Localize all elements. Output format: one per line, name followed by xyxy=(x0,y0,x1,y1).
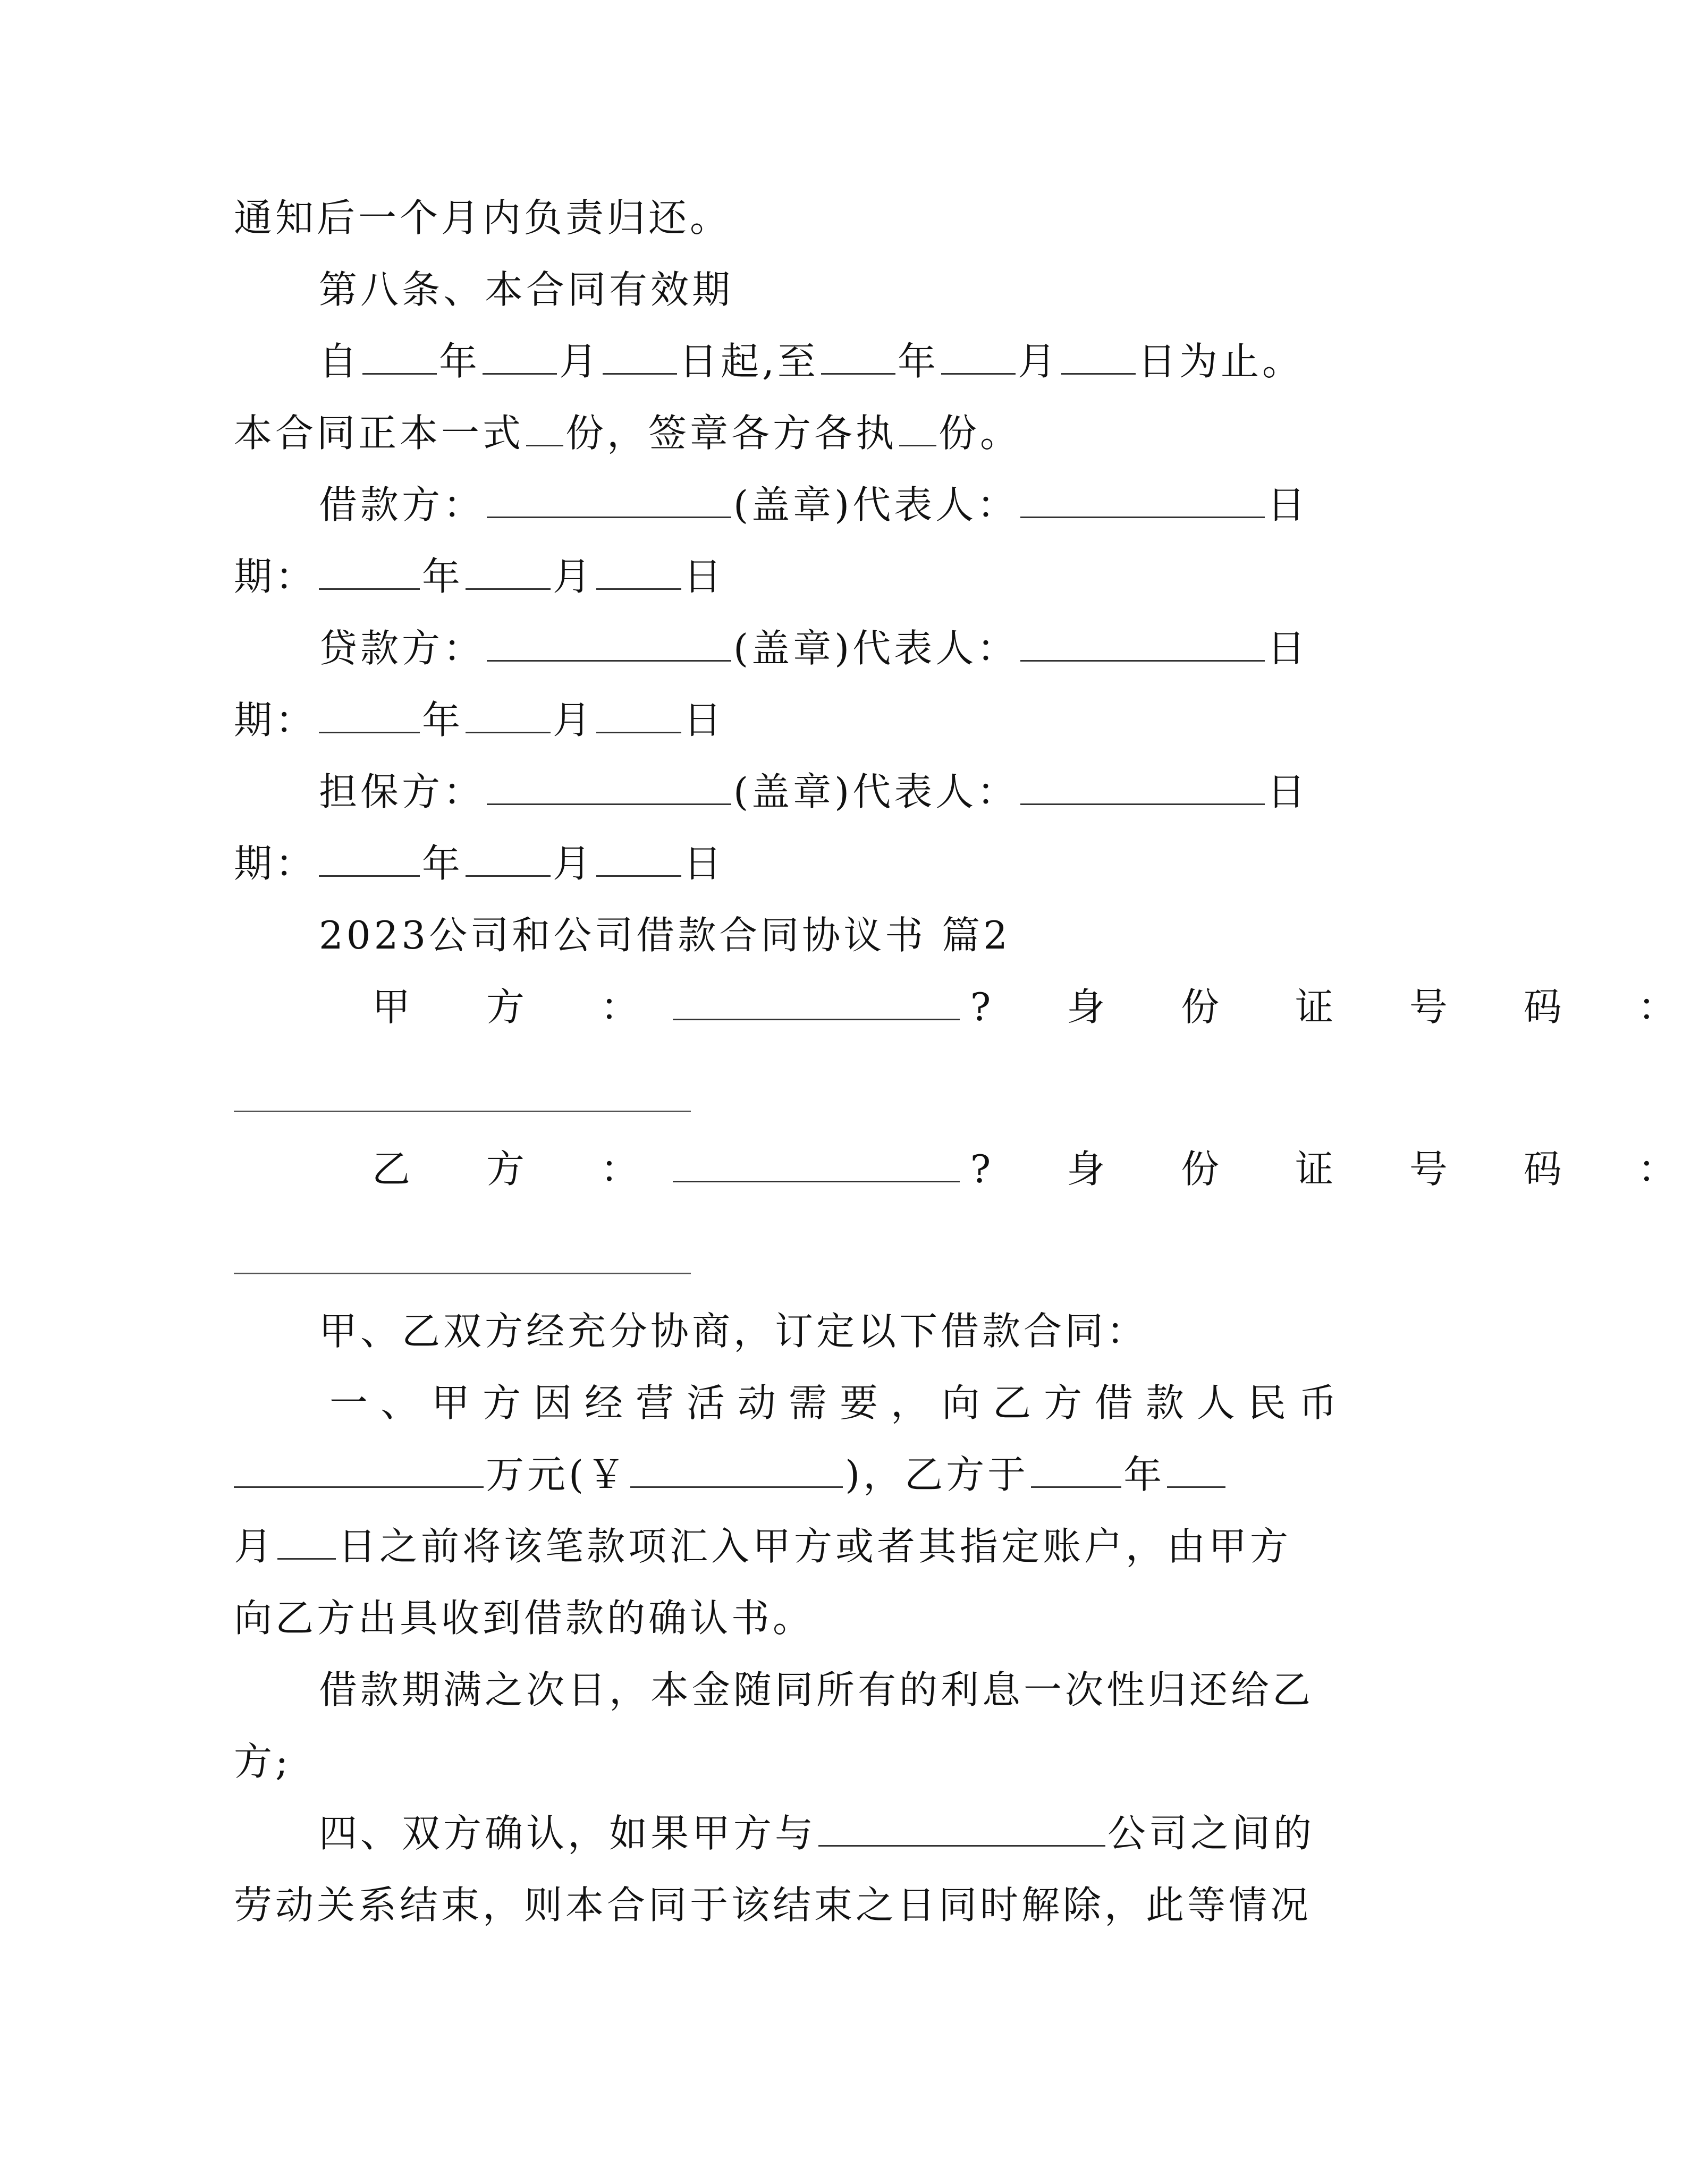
paragraph-return-notice: 通知后一个月内负责归还。 xyxy=(234,196,732,240)
blank-field xyxy=(1020,628,1265,662)
party-b-id-blank xyxy=(234,1273,691,1274)
party-a-line: 甲 方 ： ? 身 份 证 号 码 ： xyxy=(372,985,1708,1029)
clause-4-line-2: 劳动关系结束，则本合同于该结束之日同时解除，此等情况 xyxy=(234,1883,1312,1927)
blank-field xyxy=(466,556,551,590)
blank-field xyxy=(487,772,731,805)
blank-field xyxy=(277,1526,336,1560)
guarantor-date-line: 期： 年 月 日 xyxy=(234,841,725,886)
blank-field xyxy=(466,843,551,877)
blank-field xyxy=(466,700,551,733)
blank-field xyxy=(603,341,677,375)
blank-field xyxy=(319,700,420,733)
guarantor-signature-line: 担保方： (盖章)代表人： 日 xyxy=(319,769,1309,814)
blank-field xyxy=(673,1149,960,1182)
repayment-line-1: 借款期满之次日，本金随同所有的利息一次性归还给乙 xyxy=(319,1668,1314,1712)
blank-field xyxy=(673,987,960,1020)
repayment-line-2: 方; xyxy=(234,1739,292,1784)
lender-signature-line: 贷款方： (盖章)代表人： 日 xyxy=(319,626,1309,671)
blank-field xyxy=(319,556,420,590)
blank-field xyxy=(483,341,557,375)
article-8-title: 第八条、本合同有效期 xyxy=(319,267,734,312)
blank-field xyxy=(1020,772,1265,805)
blank-field xyxy=(899,413,936,446)
borrower-date-line: 期： 年 月 日 xyxy=(234,554,725,599)
party-a-id-blank xyxy=(234,1111,691,1112)
blank-field xyxy=(487,485,731,518)
agreement-intro: 甲、乙双方经充分协商，订定以下借款合同： xyxy=(319,1309,1148,1353)
lender-date-line: 期： 年 月 日 xyxy=(234,698,725,742)
copies-line: 本合同正本一式 份，签章各方各执 份。 xyxy=(234,411,1022,455)
blank-field xyxy=(941,341,1016,375)
party-b-line: 乙 方 ： ? 身 份 证 号 码 ： xyxy=(372,1147,1708,1191)
blank-field xyxy=(630,1454,843,1488)
blank-field xyxy=(596,843,681,877)
clause-1-line-1: 一、甲方因经营活动需要，向乙方借款人民币 xyxy=(329,1381,1350,1425)
blank-field xyxy=(1020,485,1265,518)
blank-field xyxy=(487,628,731,662)
blank-field xyxy=(1031,1454,1121,1488)
blank-field xyxy=(319,843,420,877)
blank-field xyxy=(1167,1454,1225,1488)
section-title: 2023公司和公司借款合同协议书 篇2 xyxy=(319,913,1011,958)
blank-field xyxy=(234,1454,484,1488)
clause-4-line-1: 四、双方确认，如果甲方与 公司之间的 xyxy=(319,1811,1315,1856)
blank-field xyxy=(362,341,437,375)
borrower-signature-line: 借款方： (盖章)代表人： 日 xyxy=(319,483,1309,527)
validity-period-line: 自 年 月 日起,至 年 月 日为止。 xyxy=(319,339,1304,384)
clause-1-line-4: 向乙方出具收到借款的确认书。 xyxy=(234,1596,815,1640)
blank-field xyxy=(1061,341,1136,375)
blank-field xyxy=(596,556,681,590)
clause-1-line-3: 月 日之前将该笔款项汇入甲方或者其指定账户，由甲方 xyxy=(234,1524,1292,1569)
blank-field xyxy=(821,341,895,375)
blank-field xyxy=(596,700,681,733)
clause-1-line-2: 万元(￥ )，乙方于 年 xyxy=(234,1445,1228,1504)
blank-field xyxy=(818,1813,1105,1847)
blank-field xyxy=(526,413,563,446)
